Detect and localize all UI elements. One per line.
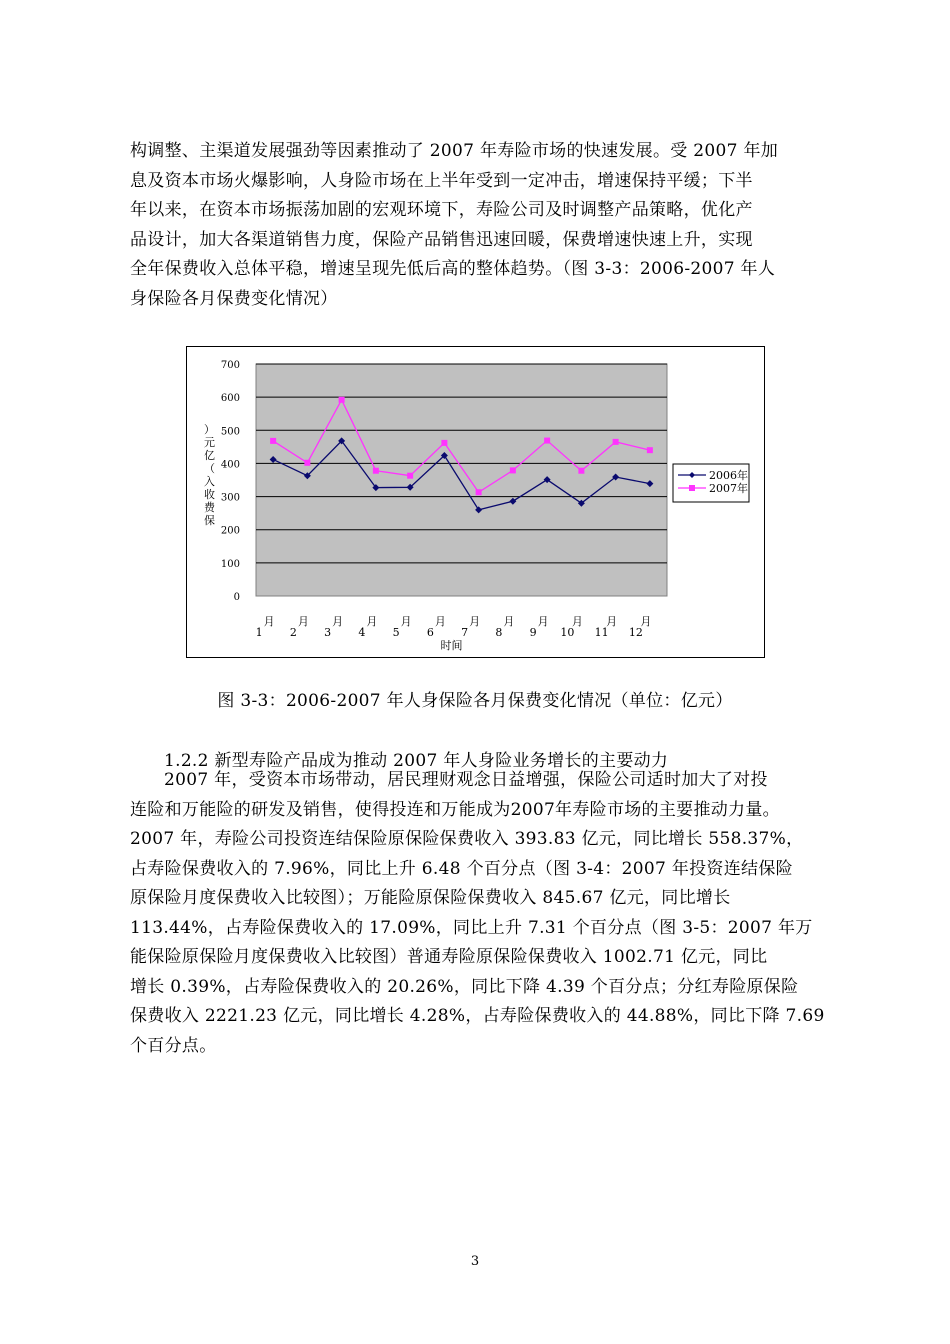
data-point-2: [441, 440, 447, 446]
chart-canvas: [187, 347, 764, 657]
y-tick-label: 500: [220, 426, 240, 438]
x-tick-label: 月 1: [255, 615, 275, 639]
plot-area: [256, 364, 667, 596]
x-axis-label: 时间: [440, 639, 463, 652]
x-tick-label: 月 3: [324, 615, 344, 639]
data-point-2: [339, 397, 345, 403]
paragraph-1-line: 品设计，加大各渠道销售力度，保险产品销售迅速回暖，保费增速快速上升，实现: [130, 229, 753, 250]
x-tick-label: 月 11: [594, 615, 618, 639]
paragraph-2-line: 增长 0.39%，占寿险保费收入的 20.26%，同比下降 4.39 个百分点；分红寿险原保险: [130, 976, 799, 997]
y-tick-label: 100: [220, 558, 240, 570]
y-axis-label: ）元亿（入收费保: [204, 423, 215, 527]
figure-caption: 图 3-3：2006-2007 年人身保险各月保费变化情况（单位：亿元）: [217, 691, 733, 711]
x-tick-label: 月 8: [495, 615, 515, 639]
y-tick-label: 700: [220, 360, 240, 371]
premium-line-chart: [186, 346, 765, 658]
y-tick-label: 200: [220, 525, 240, 537]
x-tick-label: 月 7: [461, 615, 481, 639]
legend-entry: 2007年: [709, 482, 748, 495]
paragraph-2-line: 连险和万能险的研发及销售，使得投连和万能成为2007年寿险市场的主要推动力量。: [130, 799, 780, 820]
paragraph-2-line: 原保险月度保费收入比较图）；万能险原保险保费收入 845.67 亿元，同比增长: [130, 888, 731, 908]
paragraph-2-line: 2007 年，寿险公司投资连结保险原保险保费收入 393.83 亿元，同比增长 558.37%，: [130, 829, 804, 849]
data-point-2: [510, 467, 516, 473]
data-point-2: [270, 438, 276, 444]
data-point-2: [613, 439, 619, 445]
data-point-2: [647, 447, 653, 453]
paragraph-1-line: 全年保费收入总体平稳，增速呈现先低后高的整体趋势。（图 3-3：2006-2007 年人: [130, 259, 776, 279]
data-point-2: [373, 468, 379, 474]
y-tick-label: 600: [220, 393, 240, 405]
paragraph-2: [130, 766, 824, 1061]
data-point-2: [544, 438, 550, 444]
paragraph-2-line: 2007 年，受资本市场带动，居民理财观念日益增强，保险公司适时加大了对投: [164, 770, 768, 790]
x-tick-label: 月 9: [529, 615, 549, 639]
x-tick-label: 月 4: [358, 615, 378, 639]
y-tick-label: 400: [220, 459, 240, 471]
y-tick-label: 0: [233, 592, 240, 603]
paragraph-2-line: 保费收入 2221.23 亿元，同比增长 4.28%，占寿险保费收入的 44.88%，同比下降 7.69: [130, 1006, 825, 1026]
data-point-2: [407, 473, 413, 479]
paragraph-1: [130, 137, 824, 314]
x-tick-label: 月 2: [289, 615, 309, 639]
paragraph-2-line: 能保险原保险月度保费收入比较图）普通寿险原保险保费收入 1002.71 亿元，同比: [130, 947, 768, 967]
paragraph-1-line: 构调整、主渠道发展强劲等因素推动了 2007 年寿险市场的快速发展。受 2007 年加: [130, 141, 779, 161]
data-point-2: [578, 468, 584, 474]
x-tick-label: 月 5: [392, 615, 412, 639]
paragraph-1-line: 年以来，在资本市场振荡加剧的宏观环境下，寿险公司及时调整产品策略，优化产: [130, 200, 753, 220]
paragraph-2-line: 占寿险保费收入的 7.96%，同比上升 6.48 个百分点（图 3-4：2007 年投资连结保险: [130, 858, 793, 879]
legend-entry: 2006年: [709, 469, 748, 482]
paragraph-2-line: 个百分点。: [130, 1035, 217, 1056]
paragraph-1-line: 息及资本市场火爆影响，人身险市场在上半年受到一定冲击，增速保持平缓；下半: [130, 170, 753, 191]
data-point-2: [304, 460, 310, 466]
x-tick-label: 月 6: [426, 615, 446, 639]
x-tick-label: 月 10: [560, 615, 583, 639]
paragraph-2-line: 113.44%，占寿险保费收入的 17.09%，同比上升 7.31 个百分点（图 3-5：2007 年万: [130, 917, 813, 938]
page-number: 3: [470, 1254, 480, 1269]
section-heading: 1.2.2 新型寿险产品成为推动 2007 年人身险业务增长的主要动力: [164, 751, 669, 771]
paragraph-1-line: 身保险各月保费变化情况）: [130, 288, 338, 309]
legend-marker: [689, 485, 695, 491]
data-point-2: [476, 489, 482, 495]
x-tick-label: 月 12: [628, 615, 652, 639]
y-tick-label: 300: [220, 492, 240, 504]
